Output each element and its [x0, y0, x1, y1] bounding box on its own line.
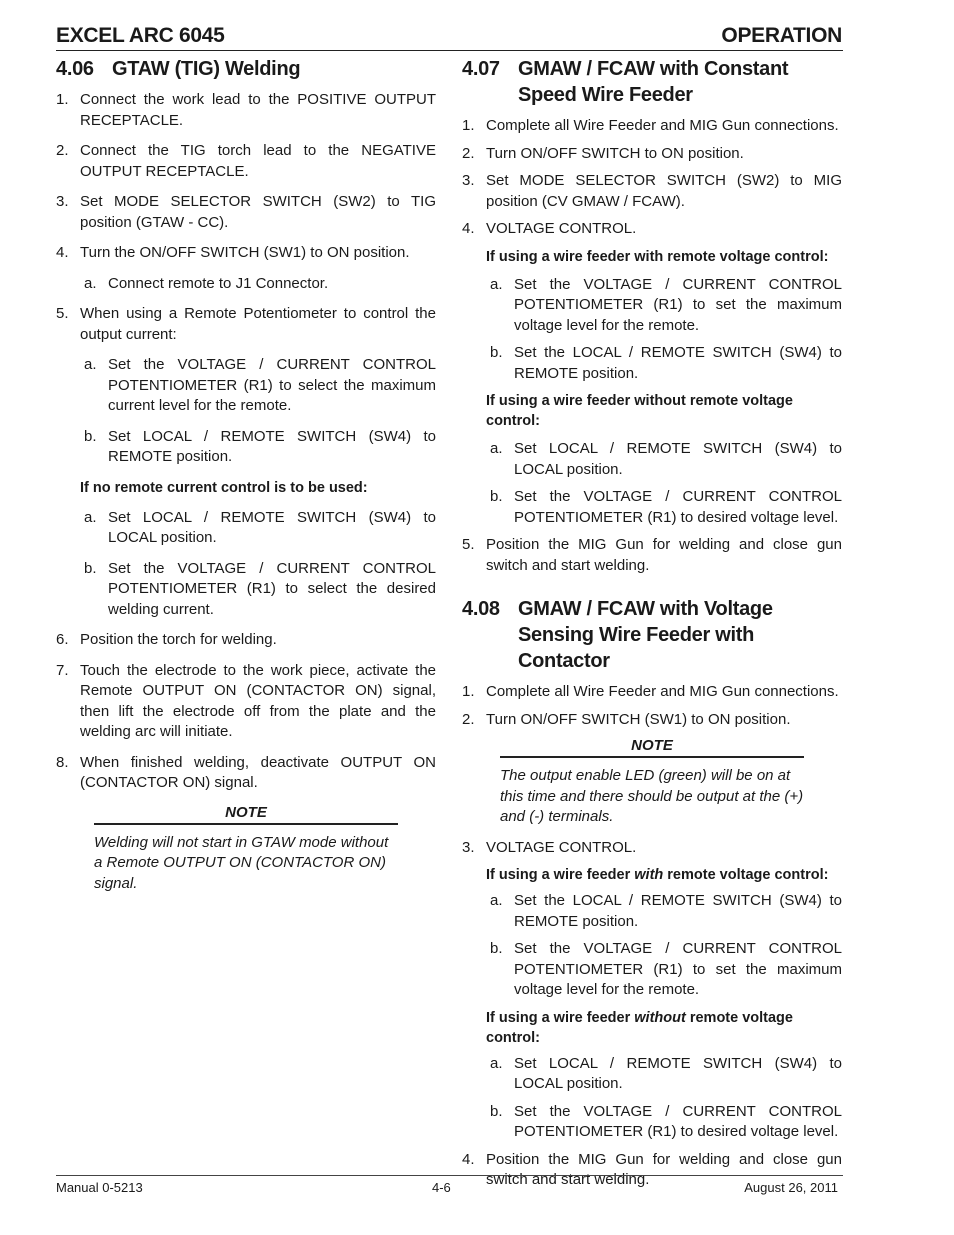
sub-list-item: a. Set LOCAL / REMOTE SWITCH (SW4) to LOCAL position. [490, 440, 842, 478]
sub-list-item: a. Set LOCAL / REMOTE SWITCH (SW4) to LOCAL position. [490, 1054, 842, 1092]
note-box [94, 804, 398, 895]
list-item: 5. When using a Remote Potentiometer to control the output current: [56, 305, 436, 343]
section-number: 4.06 [56, 58, 94, 80]
footer-manual-number: Manual 0-5213 [56, 1180, 143, 1195]
condition-label: If using a wire feeder with remote voltage control: [486, 248, 829, 265]
condition-label: If using a wire feeder without remote voltage control: [486, 393, 793, 429]
section-title-4-06 [56, 56, 436, 82]
note-text: The output enable LED (green) will be on at this time and there should be output at the (+) and (-) terminals. [500, 767, 804, 825]
condition-label: If no remote current control is to be used: [80, 479, 368, 496]
list-item: 4. Position the MIG Gun for welding and close gun switch and start welding. [462, 1150, 842, 1188]
condition-label: If using a wire feeder without remote voltage control: [486, 1009, 793, 1046]
note-text: Welding will not start in GTAW mode without a Remote OUTPUT ON (CONTACTOR ON) signal. [94, 833, 389, 892]
sub-list-item: b. Set the VOLTAGE / CURRENT CONTROL POTENTIOMETER (R1) to select the desired welding current. [84, 559, 436, 618]
note-rule [500, 756, 804, 758]
section-title-4-07 [462, 56, 842, 108]
sub-list-item: a. Set LOCAL / REMOTE SWITCH (SW4) to LOCAL position. [84, 508, 436, 546]
list-item: 4. VOLTAGE CONTROL. [462, 220, 637, 237]
note-box [500, 737, 804, 828]
header-product-title: EXCEL ARC 6045 [56, 24, 225, 47]
note-heading: NOTE [631, 737, 673, 754]
footer-rule [56, 1175, 843, 1176]
section-number: 4.07 [462, 58, 500, 80]
sub-list-item: b. Set the VOLTAGE / CURRENT CONTROL POTENTIOMETER (R1) to desired voltage level. [490, 1102, 842, 1140]
sub-list-item: b. Set the VOLTAGE / CURRENT CONTROL POTENTIOMETER (R1) to set the maximum voltage level for the remote. [490, 940, 842, 998]
header-rule [56, 50, 843, 51]
section-number: 4.08 [462, 598, 500, 620]
sub-list-item: a. Connect remote to J1 Connector. [84, 274, 329, 292]
sub-list-item: a. Set the LOCAL / REMOTE SWITCH (SW4) to REMOTE position. [490, 892, 842, 930]
footer-date: August 26, 2011 [744, 1180, 838, 1195]
list-item: 8. When finished welding, deactivate OUTPUT ON (CONTACTOR ON) signal. [56, 753, 436, 791]
sub-list-item: b. Set LOCAL / REMOTE SWITCH (SW4) to REMOTE position. [84, 427, 436, 465]
footer-page-number: 4-6 [432, 1180, 451, 1195]
left-column [56, 56, 436, 894]
list-item: 6. Position the torch for welding. [56, 631, 277, 648]
sub-list-item: b. Set the LOCAL / REMOTE SWITCH (SW4) to REMOTE position. [490, 344, 842, 382]
section-heading: GMAW / FCAW with Constant Speed Wire Feeder [518, 58, 789, 106]
sub-list-item: b. Set the VOLTAGE / CURRENT CONTROL POTENTIOMETER (R1) to desired voltage level. [490, 488, 842, 526]
list-item: 7. Touch the electrode to the work piece, activate the Remote OUTPUT ON (CONTACTOR ON) signal, then lift the electrode off from the plate and the welding arc will initiate. [56, 661, 436, 740]
list-item: 1. Complete all Wire Feeder and MIG Gun connections. [462, 683, 839, 700]
list-item: 2. Connect the TIG torch lead to the NEGATIVE OUTPUT RECEPTACLE. [56, 142, 436, 180]
list-item: 5. Position the MIG Gun for welding and close gun switch and start welding. [462, 536, 842, 574]
note-heading: NOTE [225, 803, 267, 821]
right-column [462, 56, 842, 1198]
note-rule [94, 823, 398, 825]
sub-list-item: a. Set the VOLTAGE / CURRENT CONTROL POTENTIOMETER (R1) to select the maximum current level for the remote. [84, 356, 436, 414]
section-title-4-08 [462, 596, 842, 674]
list-item: 2. Turn ON/OFF SWITCH to ON position. [462, 144, 744, 162]
list-item: 1. Connect the work lead to the POSITIVE OUTPUT RECEPTACLE. [56, 91, 436, 129]
section-heading: GTAW (TIG) Welding [112, 58, 301, 80]
list-item: 3. Set MODE SELECTOR SWITCH (SW2) to MIG position (CV GMAW / FCAW). [462, 172, 842, 210]
list-item: 3. Set MODE SELECTOR SWITCH (SW2) to TIG position (GTAW - CC). [56, 193, 436, 231]
header-chapter-title: OPERATION [721, 24, 842, 47]
list-item: 4. Turn the ON/OFF SWITCH (SW1) to ON position. [56, 244, 410, 261]
list-item: 3. VOLTAGE CONTROL. [462, 838, 637, 856]
section-heading: GMAW / FCAW with Voltage Sensing Wire Feeder with Contactor [518, 598, 773, 672]
sub-list-item: a. Set the VOLTAGE / CURRENT CONTROL POTENTIOMETER (R1) to set the maximum voltage level for the remote. [490, 275, 842, 334]
list-item: 2. Turn ON/OFF SWITCH (SW1) to ON position. [462, 710, 791, 728]
condition-label: If using a wire feeder with remote voltage control: [486, 867, 829, 883]
list-item: 1. Complete all Wire Feeder and MIG Gun connections. [462, 117, 839, 134]
